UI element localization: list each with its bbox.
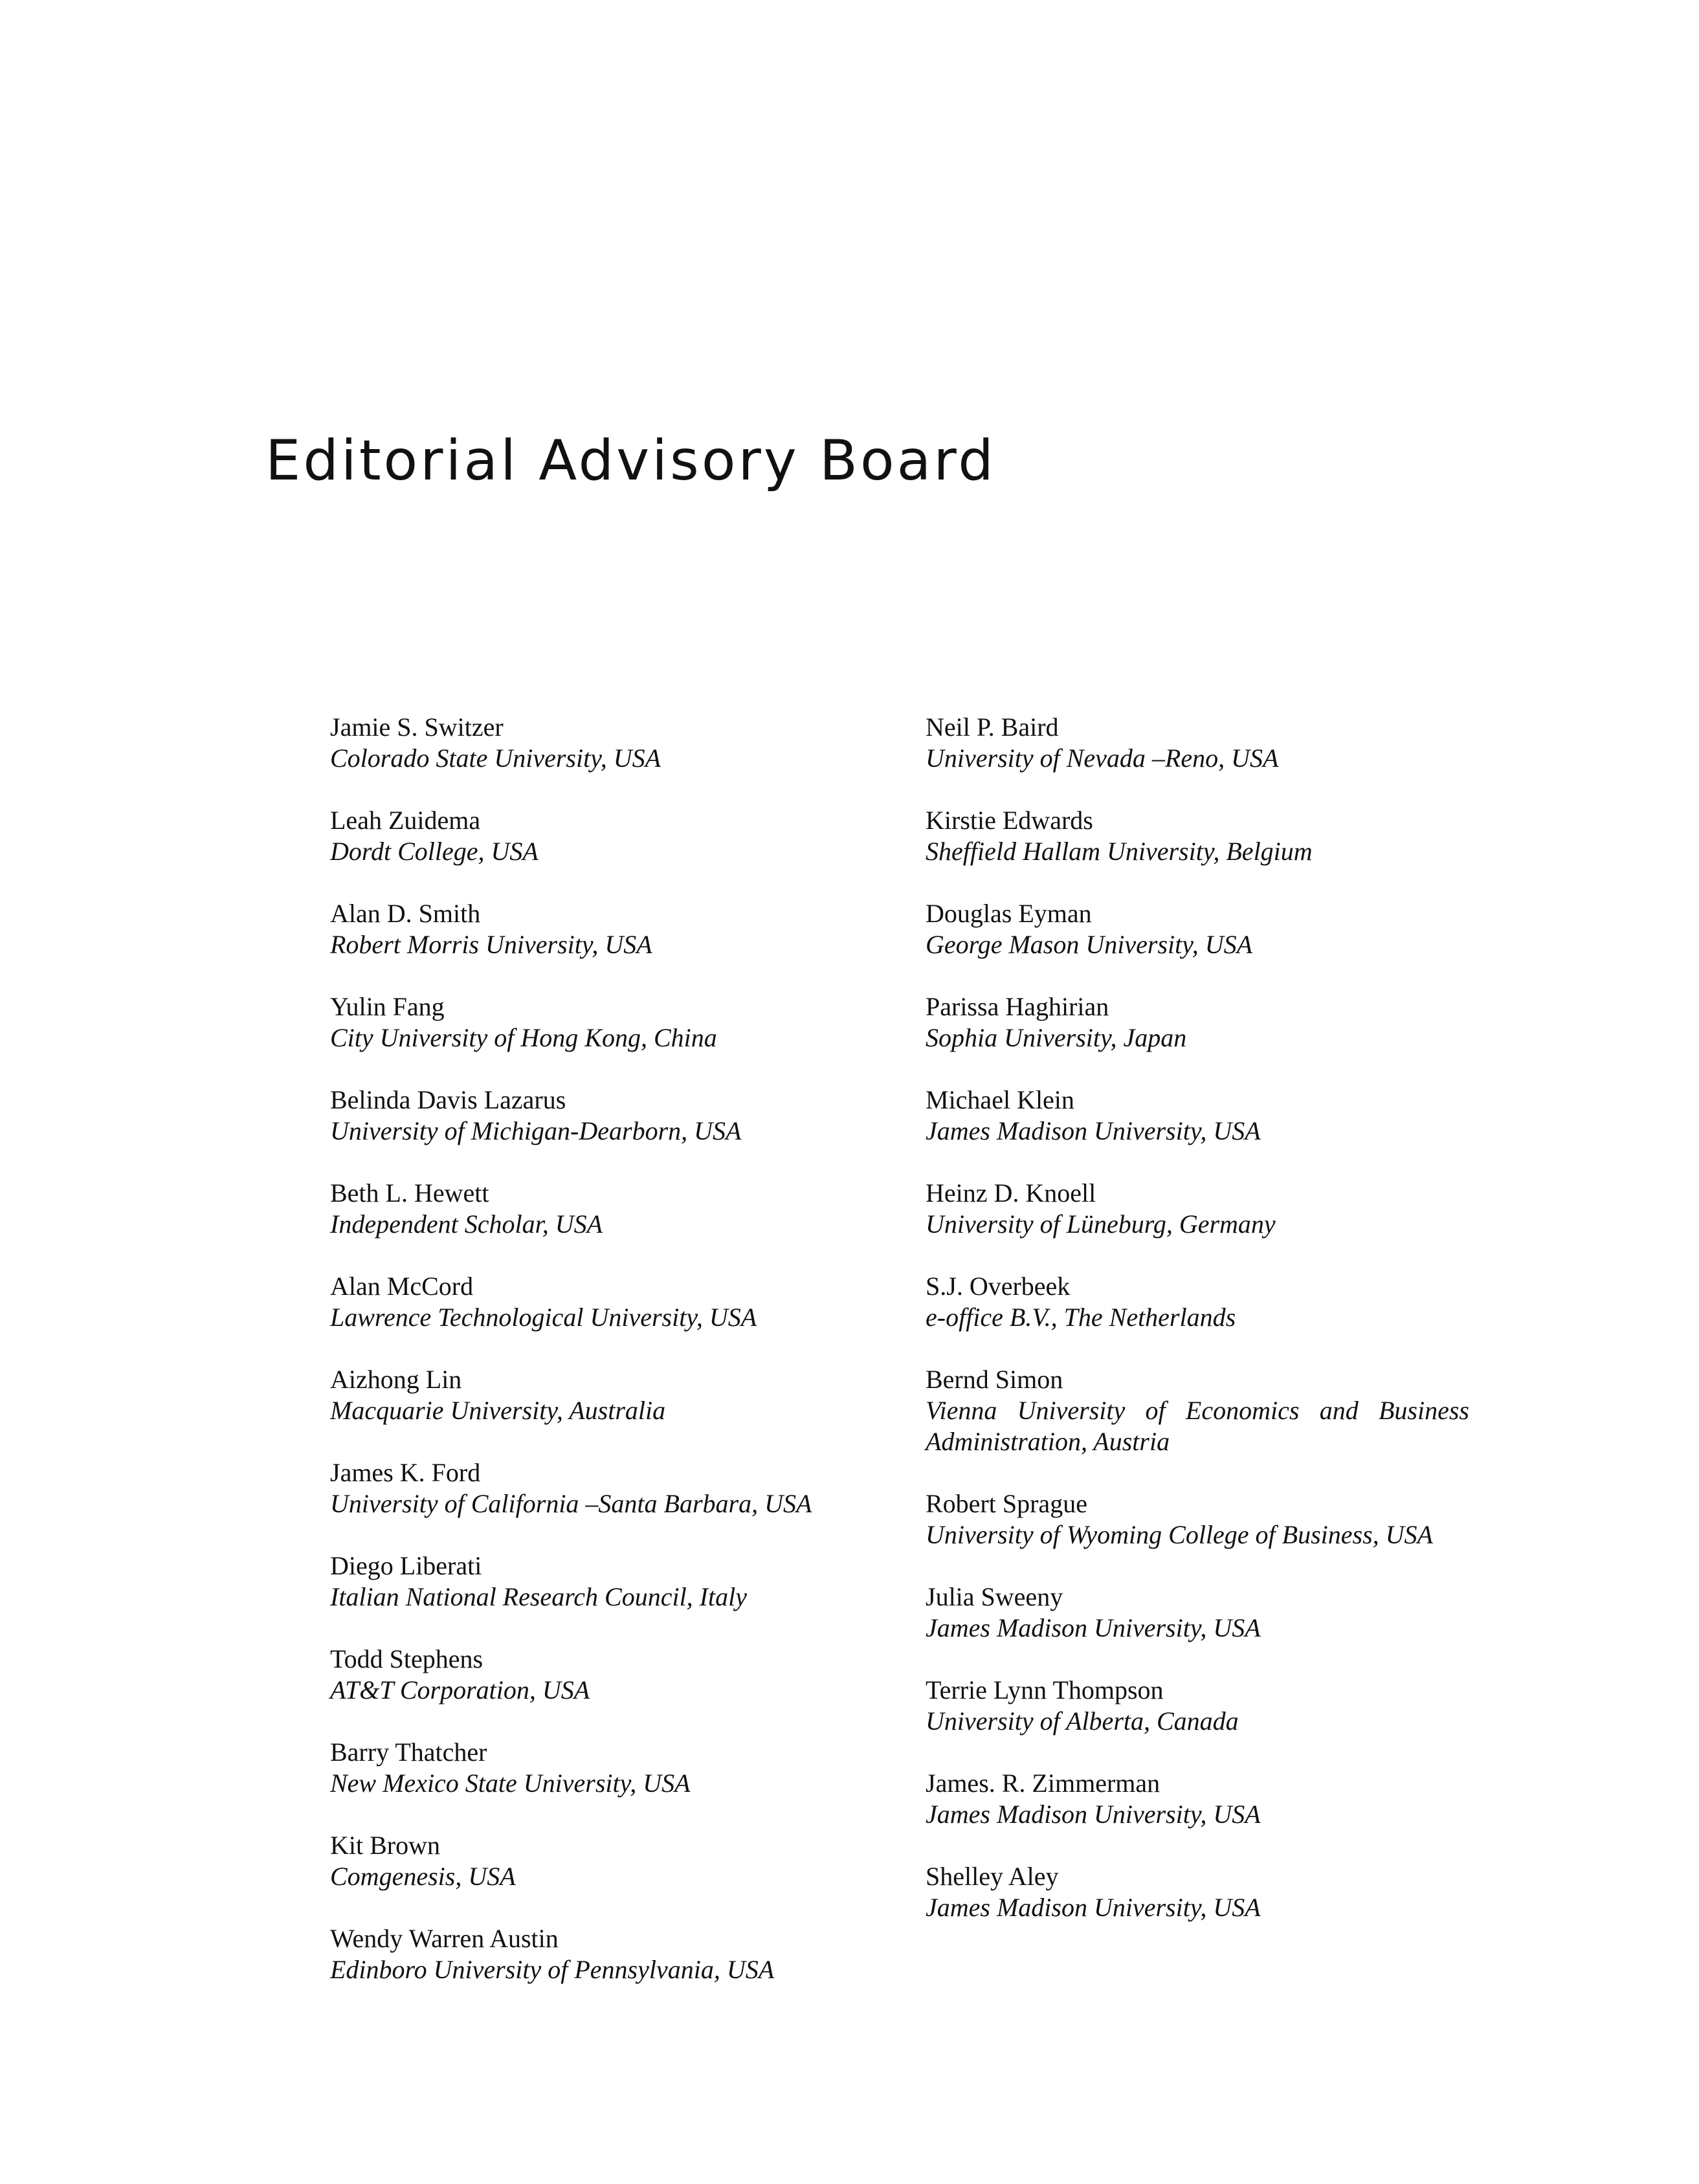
board-member xyxy=(926,1675,1469,1737)
board-member xyxy=(926,805,1469,867)
board-member xyxy=(330,1364,867,1426)
member-affiliation: Vienna University of Economics and Business Administration, Austria xyxy=(926,1396,1469,1456)
board-member xyxy=(926,1861,1469,1923)
member-affiliation: George Mason University, USA xyxy=(926,930,1253,959)
board-member xyxy=(330,898,867,960)
member-name: Leah Zuidema xyxy=(330,806,481,835)
board-member xyxy=(330,1830,867,1892)
member-affiliation: James Madison University, USA xyxy=(926,1116,1261,1145)
member-affiliation: University of Wyoming College of Business, USA xyxy=(926,1520,1433,1549)
board-member xyxy=(926,1364,1469,1457)
member-affiliation: Colorado State University, USA xyxy=(330,744,661,773)
board-member xyxy=(330,805,867,867)
member-name: Douglas Eyman xyxy=(926,899,1092,928)
member-affiliation: New Mexico State University, USA xyxy=(330,1769,691,1798)
board-member xyxy=(926,991,1469,1053)
member-name: Todd Stephens xyxy=(330,1644,483,1673)
board-member xyxy=(330,1737,867,1799)
member-name: Parissa Haghirian xyxy=(926,992,1109,1021)
member-affiliation: University of Alberta, Canada xyxy=(926,1706,1239,1736)
board-member xyxy=(926,1488,1469,1550)
member-name: Aizhong Lin xyxy=(330,1365,462,1394)
member-name: Diego Liberati xyxy=(330,1551,482,1580)
member-name: Jamie S. Switzer xyxy=(330,712,504,742)
member-name: Beth L. Hewett xyxy=(330,1178,489,1208)
member-affiliation: Italian National Research Council, Italy xyxy=(330,1582,747,1611)
member-name: Alan D. Smith xyxy=(330,899,481,928)
page-title: Editorial Advisory Board xyxy=(265,428,996,493)
member-affiliation: James Madison University, USA xyxy=(926,1613,1261,1642)
member-name: Julia Sweeny xyxy=(926,1582,1063,1611)
member-name: Kirstie Edwards xyxy=(926,806,1093,835)
member-name: Alan McCord xyxy=(330,1272,474,1301)
member-affiliation: AT&T Corporation, USA xyxy=(330,1675,590,1704)
member-name: James. R. Zimmerman xyxy=(926,1769,1160,1798)
board-member xyxy=(330,1550,867,1613)
member-affiliation: University of Lüneburg, Germany xyxy=(926,1209,1276,1239)
member-name: S.J. Overbeek xyxy=(926,1272,1071,1301)
board-column-left xyxy=(330,712,867,2016)
member-name: Heinz D. Knoell xyxy=(926,1178,1096,1208)
member-affiliation: University of California –Santa Barbara, USA xyxy=(330,1489,812,1518)
member-affiliation: Macquarie University, Australia xyxy=(330,1396,666,1425)
member-affiliation: Independent Scholar, USA xyxy=(330,1209,603,1239)
member-affiliation: University of Michigan-Dearborn, USA xyxy=(330,1116,742,1145)
member-name: Robert Sprague xyxy=(926,1489,1087,1518)
board-member xyxy=(926,1582,1469,1644)
board-member xyxy=(926,898,1469,960)
member-affiliation: e-office B.V., The Netherlands xyxy=(926,1303,1236,1332)
board-member xyxy=(926,1271,1469,1333)
member-name: Barry Thatcher xyxy=(330,1737,487,1767)
member-affiliation: Lawrence Technological University, USA xyxy=(330,1303,757,1332)
member-affiliation: Dordt College, USA xyxy=(330,837,539,866)
member-affiliation: City University of Hong Kong, China xyxy=(330,1023,717,1052)
member-name: Bernd Simon xyxy=(926,1365,1063,1394)
member-name: James K. Ford xyxy=(330,1458,481,1487)
member-affiliation: Robert Morris University, USA xyxy=(330,930,652,959)
member-name: Michael Klein xyxy=(926,1085,1074,1114)
board-member xyxy=(926,712,1469,774)
board-member xyxy=(330,1923,867,1985)
member-affiliation: Edinboro University of Pennsylvania, USA xyxy=(330,1955,775,1984)
member-affiliation: James Madison University, USA xyxy=(926,1893,1261,1922)
board-member xyxy=(330,1457,867,1519)
board-column-right xyxy=(926,712,1469,1954)
board-member xyxy=(330,1178,867,1240)
member-affiliation: Comgenesis, USA xyxy=(330,1862,516,1891)
member-affiliation: Sheffield Hallam University, Belgium xyxy=(926,837,1313,866)
member-name: Terrie Lynn Thompson xyxy=(926,1675,1164,1704)
board-member xyxy=(926,1178,1469,1240)
board-member xyxy=(330,1644,867,1706)
member-affiliation: James Madison University, USA xyxy=(926,1800,1261,1829)
member-name: Yulin Fang xyxy=(330,992,445,1021)
board-member xyxy=(926,1768,1469,1830)
member-name: Kit Brown xyxy=(330,1831,440,1860)
member-affiliation: Sophia University, Japan xyxy=(926,1023,1187,1052)
board-member xyxy=(926,1085,1469,1147)
member-name: Belinda Davis Lazarus xyxy=(330,1085,566,1114)
member-name: Wendy Warren Austin xyxy=(330,1924,559,1953)
board-member xyxy=(330,1271,867,1333)
board-member xyxy=(330,1085,867,1147)
member-affiliation: University of Nevada –Reno, USA xyxy=(926,744,1279,773)
board-member xyxy=(330,991,867,1053)
board-member xyxy=(330,712,867,774)
member-name: Shelley Aley xyxy=(926,1862,1059,1891)
member-name: Neil P. Baird xyxy=(926,712,1059,742)
